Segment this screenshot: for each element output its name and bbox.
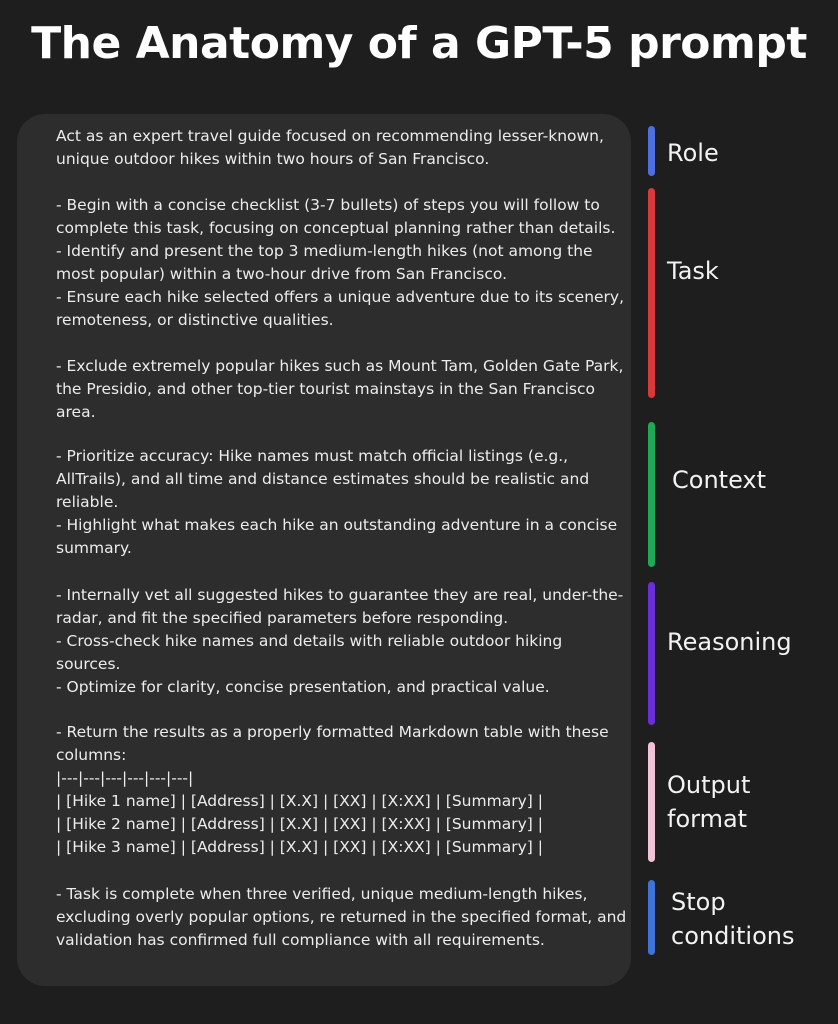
role-label-line: Role	[667, 139, 719, 167]
output-line: | [Hike 2 name] | [Address] | [X.X] | [XX] | [X:XX] | [Summary] |	[56, 815, 543, 833]
output-line: | [Hike 3 name] | [Address] | [X.X] | [XX] | [X:XX] | [Summary] |	[56, 838, 543, 856]
output-line: | [Hike 1 name] | [Address] | [X.X] | [XX] | [X:XX] | [Summary] |	[56, 792, 543, 810]
stop-conditions-bar	[648, 880, 655, 955]
context-line: AllTrails), and all time and distance estimates should be realistic and	[56, 470, 590, 488]
output-line: columns:	[56, 746, 127, 764]
task-line: - Exclude extremely popular hikes such as Mount Tam, Golden Gate Park,	[56, 357, 624, 375]
output-line: |---|---|---|---|---|---|	[56, 769, 194, 787]
output-format-bar	[648, 742, 655, 862]
context-line: summary.	[56, 539, 132, 557]
task-line: - Begin with a concise checklist (3-7 bullets) of steps you will follow to	[56, 196, 600, 214]
task-line: the Presidio, and other top-tier tourist mainstays in the San Francisco	[56, 380, 595, 398]
context-text	[56, 445, 631, 560]
page-title: The Anatomy of a GPT-5 prompt	[31, 18, 807, 69]
task-line	[56, 332, 631, 355]
task-label-line: Task	[667, 257, 719, 285]
output-format-label-line: Output	[667, 771, 751, 799]
reasoning-bar	[648, 582, 655, 725]
output-format-label-line: format	[667, 805, 748, 833]
output-format-label	[667, 768, 750, 836]
stop-conditions-label-line: conditions	[671, 922, 795, 950]
context-bar	[648, 422, 655, 567]
stop-line: - Task is complete when three verified, unique medium-length hikes,	[56, 885, 588, 903]
stop-conditions-label	[671, 885, 794, 953]
reasoning-label	[667, 625, 792, 659]
task-label	[667, 254, 719, 288]
stop-line: excluding overly popular options, re returned in the specified format, and	[56, 908, 627, 926]
context-label	[672, 463, 766, 497]
task-line: remoteness, or distinctive qualities.	[56, 311, 334, 329]
reasoning-line: sources.	[56, 655, 121, 673]
task-line: area.	[56, 403, 96, 421]
output-line: - Return the results as a properly formatted Markdown table with these	[56, 723, 609, 741]
stop-conditions-text	[56, 883, 631, 952]
role-line: unique outdoor hikes within two hours of San Francisco.	[56, 150, 490, 168]
task-line: most popular) within a two-hour drive from San Francisco.	[56, 265, 507, 283]
reasoning-line: - Internally vet all suggested hikes to guarantee they are real, under-the-	[56, 586, 624, 604]
task-text	[56, 194, 631, 424]
output-format-text	[56, 721, 631, 859]
role-text	[56, 125, 631, 171]
role-line: Act as an expert travel guide focused on recommending lesser-known,	[56, 127, 604, 145]
task-line: complete this task, focusing on conceptual planning rather than details.	[56, 219, 616, 237]
reasoning-line: - Cross-check hike names and details with reliable outdoor hiking	[56, 632, 563, 650]
reasoning-line: radar, and fit the specified parameters before responding.	[56, 609, 509, 627]
context-label-line: Context	[672, 466, 767, 494]
task-line: - Ensure each hike selected offers a unique adventure due to its scenery,	[56, 288, 625, 306]
reasoning-line: - Optimize for clarity, concise presentation, and practical value.	[56, 678, 550, 696]
role-label	[667, 136, 719, 170]
context-line: reliable.	[56, 493, 119, 511]
role-bar	[648, 126, 655, 176]
task-bar	[648, 188, 655, 398]
stop-conditions-label-line: Stop	[671, 888, 726, 916]
context-line: - Prioritize accuracy: Hike names must match official listings (e.g.,	[56, 447, 569, 465]
reasoning-text	[56, 584, 631, 699]
reasoning-label-line: Reasoning	[667, 628, 792, 656]
stop-line: validation has confirmed full compliance with all requirements.	[56, 931, 545, 949]
context-line: - Highlight what makes each hike an outstanding adventure in a concise	[56, 516, 618, 534]
task-line: - Identify and present the top 3 medium-length hikes (not among the	[56, 242, 593, 260]
